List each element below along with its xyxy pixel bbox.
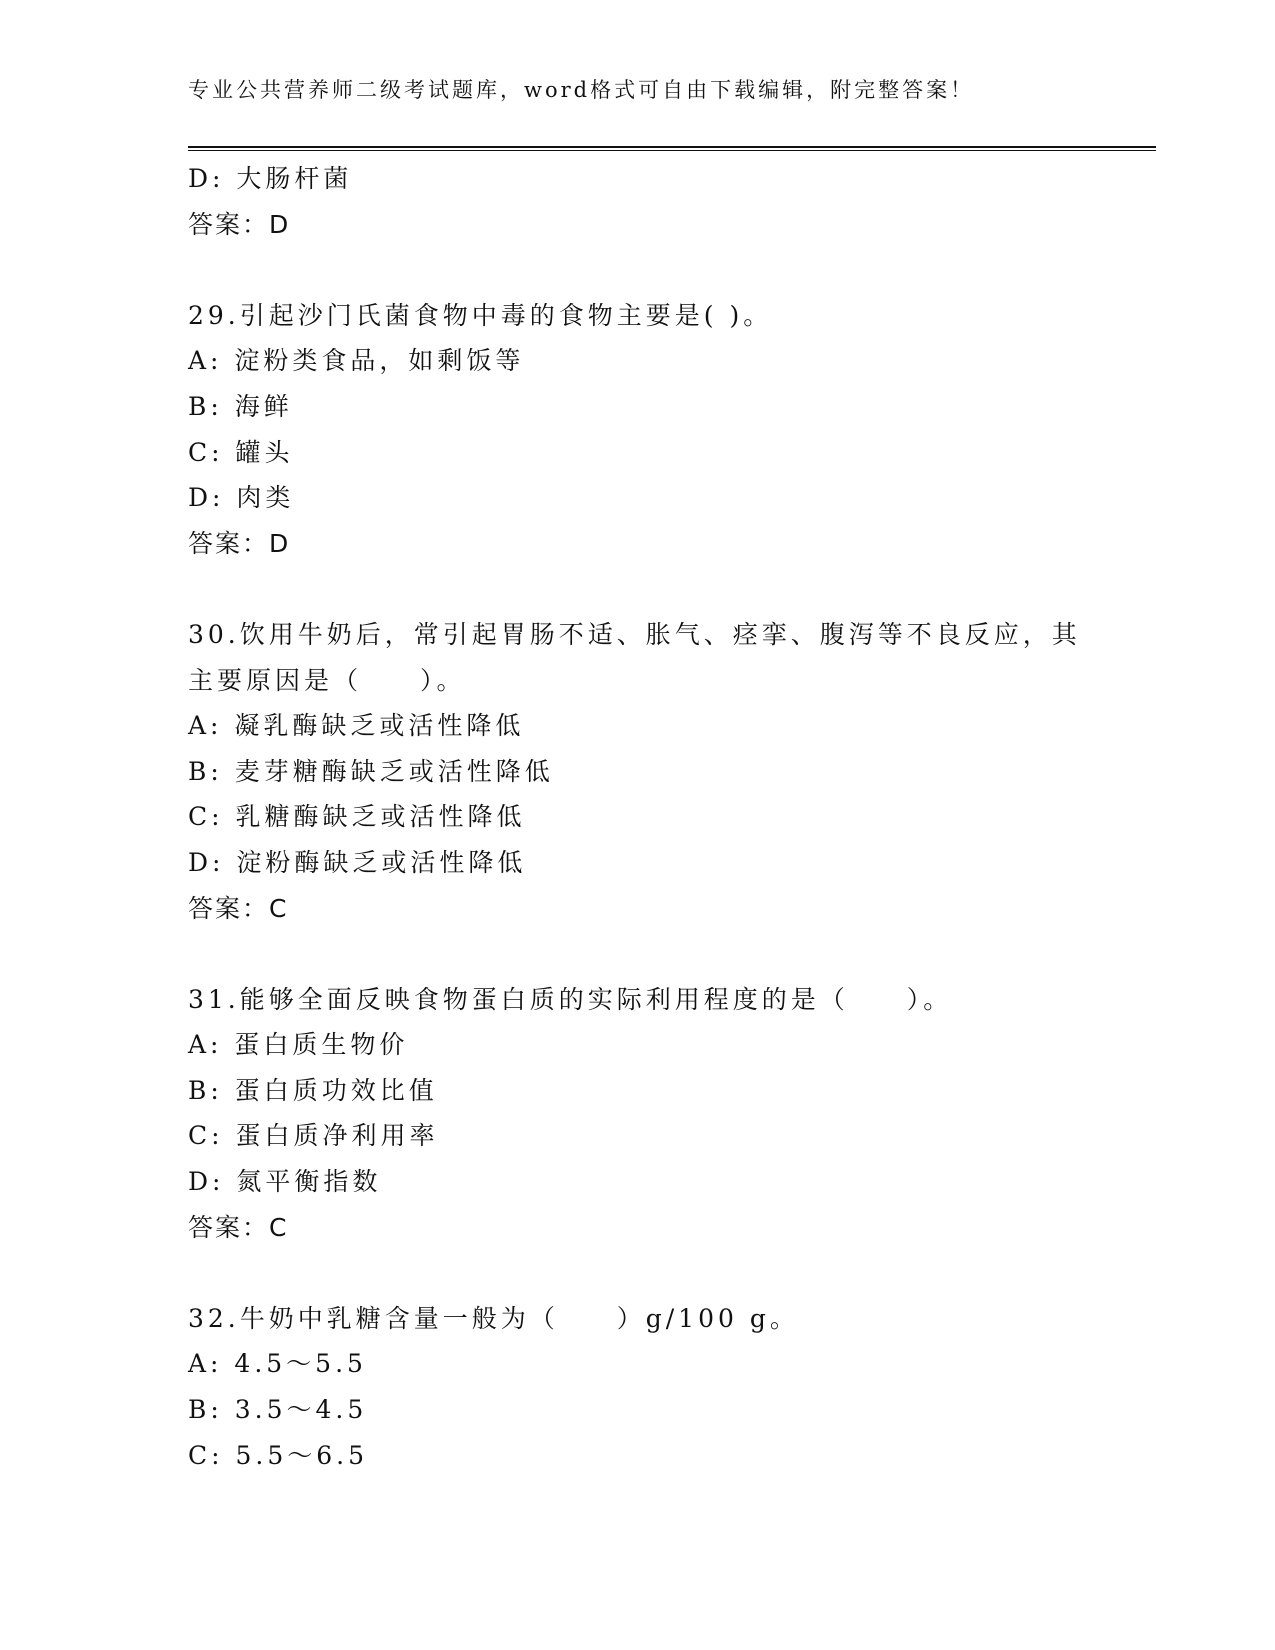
question-29-option-b: B: 海鲜	[188, 391, 293, 421]
question-31-stem: 31.能够全面反映食物蛋白质的实际利用程度的是（ ）。	[188, 984, 953, 1014]
question-29-option-a: A: 淀粉类食品，如剩饭等	[188, 346, 525, 376]
spacer	[188, 1250, 1148, 1296]
question-31-option-b: B: 蛋白质功效比值	[188, 1075, 438, 1105]
question-30-option-c: C: 乳糖酶缺乏或活性降低	[188, 802, 526, 832]
spacer	[188, 566, 1148, 612]
question-32-option-c: C: 5.5～6.5	[188, 1440, 369, 1470]
question-29-option-d: D: 肉类	[188, 483, 295, 513]
question-31-option-c: C: 蛋白质净利用率	[188, 1121, 439, 1151]
question-29-option-c: C: 罐头	[188, 437, 294, 467]
question-30-option-d: D: 淀粉酶缺乏或活性降低	[188, 847, 527, 877]
question-30-option-a: A: 凝乳酶缺乏或活性降低	[188, 711, 525, 741]
question-30-answer: 答案：C	[188, 893, 289, 923]
question-32-stem: 32.牛奶中乳糖含量一般为（ ）g/100 g。	[188, 1303, 799, 1333]
question-29-answer: 答案：D	[188, 528, 291, 558]
spacer	[188, 931, 1148, 977]
question-31-answer: 答案：C	[188, 1212, 289, 1242]
answer: 答案：D	[188, 209, 291, 239]
header-divider	[188, 146, 1156, 151]
question-30-stem-line2: 主要原因是（ ）。	[188, 665, 466, 695]
question-32-option-b: B: 3.5～4.5	[188, 1395, 368, 1425]
option-d: D: 大肠杆菌	[188, 164, 353, 193]
document-body	[188, 156, 1148, 1478]
question-31-option-d: D: 氮平衡指数	[188, 1167, 382, 1197]
question-30-stem-line1: 30.饮用牛奶后，常引起胃肠不适、胀气、痉挛、腹泻等不良反应，其	[188, 619, 1081, 649]
question-29-stem: 29.引起沙门氏菌食物中毒的食物主要是( )。	[188, 300, 773, 330]
page-header: 专业公共营养师二级考试题库，word格式可自由下载编辑，附完整答案！	[188, 78, 975, 102]
question-32-option-a: A: 4.5～5.5	[188, 1349, 367, 1379]
question-31-option-a: A: 蛋白质生物价	[188, 1030, 409, 1060]
spacer	[188, 247, 1148, 293]
question-30-option-b: B: 麦芽糖酶缺乏或活性降低	[188, 756, 554, 786]
